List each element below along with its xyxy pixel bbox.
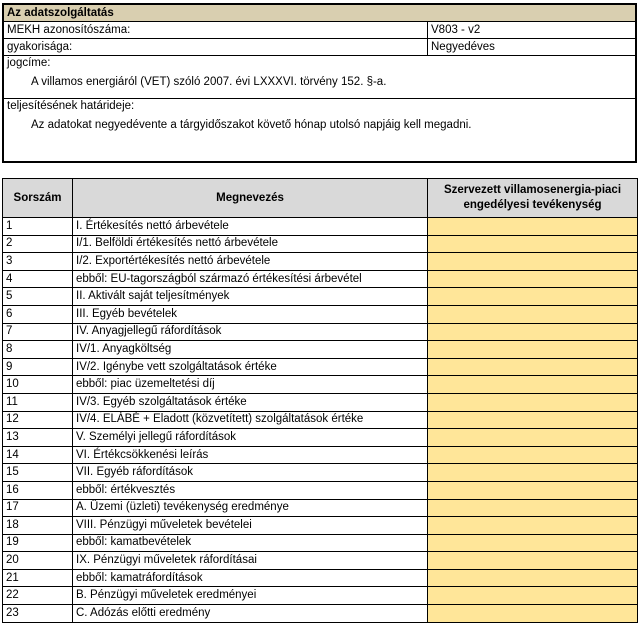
row-label: ebből: kamatbevételek <box>73 534 428 552</box>
value-input-cell[interactable] <box>428 517 638 535</box>
row-number: 1 <box>3 218 73 236</box>
legal-basis-text: A villamos energiáról (VET) szóló 2007. évi LXXXVI. törvény 152. §-a. <box>31 76 387 88</box>
value-input-cell[interactable] <box>428 587 638 605</box>
row-number: 18 <box>3 517 73 535</box>
row-number: 4 <box>3 270 73 288</box>
value-input-cell[interactable] <box>428 464 638 482</box>
row-number: 9 <box>3 358 73 376</box>
row-number: 8 <box>3 341 73 359</box>
table-row <box>3 358 638 376</box>
deadline-text: Az adatokat negyedévente a tárgyidőszakot követő hónap utolsó napjáig kell megadni. <box>31 119 472 131</box>
table-row <box>3 464 638 482</box>
value-input-cell[interactable] <box>428 499 638 517</box>
id-label: MEKH azonosítószáma: <box>4 22 428 38</box>
row-label: VI. Értékcsökkenési leírás <box>73 446 428 464</box>
row-label: ebből: EU-tagországból származó értékesítési árbevétel <box>73 270 428 288</box>
row-label: ebből: értékvesztés <box>73 481 428 499</box>
row-label: A. Üzemi (üzleti) tevékenység eredménye <box>73 499 428 517</box>
table-row <box>3 411 638 429</box>
row-number: 13 <box>3 429 73 447</box>
data-provision-info-box <box>2 3 637 163</box>
table-row <box>3 288 638 306</box>
row-number: 23 <box>3 605 73 623</box>
table-row <box>3 341 638 359</box>
value-input-cell[interactable] <box>428 218 638 236</box>
row-label: ebből: piac üzemeltetési díj <box>73 376 428 394</box>
table-row <box>3 253 638 271</box>
row-number: 5 <box>3 288 73 306</box>
table-row <box>3 569 638 587</box>
row-label: I. Értékesítés nettó árbevétele <box>73 218 428 236</box>
table-row <box>3 552 638 570</box>
table-row <box>3 235 638 253</box>
value-input-cell[interactable] <box>428 305 638 323</box>
row-label: VIII. Pénzügyi műveletek bevételei <box>73 517 428 535</box>
table-row <box>3 429 638 447</box>
legal-basis-label: jogcíme: <box>7 57 51 69</box>
info-row-frequency <box>4 39 635 56</box>
table-row <box>3 446 638 464</box>
table-row <box>3 376 638 394</box>
row-number: 7 <box>3 323 73 341</box>
value-input-cell[interactable] <box>428 569 638 587</box>
row-label: III. Egyéb bevételek <box>73 305 428 323</box>
row-label: B. Pénzügyi műveletek eredményei <box>73 587 428 605</box>
value-input-cell[interactable] <box>428 534 638 552</box>
row-number: 16 <box>3 481 73 499</box>
legal-basis-block <box>4 56 635 99</box>
table-row <box>3 270 638 288</box>
value-input-cell[interactable] <box>428 605 638 623</box>
row-number: 11 <box>3 393 73 411</box>
row-label: C. Adózás előtti eredmény <box>73 605 428 623</box>
frequency-label: gyakorisága: <box>4 39 428 55</box>
value-input-cell[interactable] <box>428 253 638 271</box>
row-number: 19 <box>3 534 73 552</box>
id-value: V803 - v2 <box>431 24 481 36</box>
table-row <box>3 499 638 517</box>
value-input-cell[interactable] <box>428 552 638 570</box>
table-row <box>3 218 638 236</box>
row-label: V. Személyi jellegű ráfordítások <box>73 429 428 447</box>
deadline-block <box>4 99 635 147</box>
value-input-cell[interactable] <box>428 429 638 447</box>
row-number: 15 <box>3 464 73 482</box>
value-input-cell[interactable] <box>428 393 638 411</box>
row-number: 20 <box>3 552 73 570</box>
info-title: Az adatszolgáltatás <box>4 5 635 22</box>
row-number: 21 <box>3 569 73 587</box>
row-label: IV/4. ELÁBÉ + Eladott (közvetített) szolgáltatások értéke <box>73 411 428 429</box>
row-label: IV/3. Egyéb szolgáltatások értéke <box>73 393 428 411</box>
table-row <box>3 393 638 411</box>
row-number: 10 <box>3 376 73 394</box>
row-label: IV/1. Anyagköltség <box>73 341 428 359</box>
table-row <box>3 534 638 552</box>
row-label: IV. Anyagjellegű ráfordítások <box>73 323 428 341</box>
header-activity-value: Szervezett villamosenergia-piaci engedélyesi tevékenység <box>428 179 638 218</box>
frequency-value: Negyedéves <box>431 41 495 53</box>
income-statement-table <box>2 178 638 623</box>
value-input-cell[interactable] <box>428 235 638 253</box>
value-input-cell[interactable] <box>428 411 638 429</box>
row-label: I/2. Exportértékesítés nettó árbevétele <box>73 253 428 271</box>
row-number: 14 <box>3 446 73 464</box>
row-number: 17 <box>3 499 73 517</box>
row-label: IX. Pénzügyi műveletek ráfordításai <box>73 552 428 570</box>
value-input-cell[interactable] <box>428 323 638 341</box>
row-number: 6 <box>3 305 73 323</box>
table-row <box>3 323 638 341</box>
table-header-row <box>3 179 638 218</box>
value-input-cell[interactable] <box>428 446 638 464</box>
table-row <box>3 305 638 323</box>
header-row-number: Sorszám <box>3 179 73 218</box>
table-row <box>3 605 638 623</box>
row-label: IV/2. Igénybe vett szolgáltatások értéke <box>73 358 428 376</box>
value-input-cell[interactable] <box>428 288 638 306</box>
row-number: 12 <box>3 411 73 429</box>
table-row <box>3 517 638 535</box>
value-input-cell[interactable] <box>428 270 638 288</box>
row-label: ebből: kamatráfordítások <box>73 569 428 587</box>
row-number: 2 <box>3 235 73 253</box>
row-label: VII. Egyéb ráfordítások <box>73 464 428 482</box>
row-number: 3 <box>3 253 73 271</box>
row-label: II. Aktivált saját teljesítmények <box>73 288 428 306</box>
value-input-cell[interactable] <box>428 341 638 359</box>
deadline-label: teljesítésének határideje: <box>7 100 135 112</box>
info-row-id <box>4 22 635 39</box>
row-label: I/1. Belföldi értékesítés nettó árbevétele <box>73 235 428 253</box>
table-row <box>3 481 638 499</box>
header-name: Megnevezés <box>73 179 428 218</box>
value-input-cell[interactable] <box>428 376 638 394</box>
value-input-cell[interactable] <box>428 358 638 376</box>
value-input-cell[interactable] <box>428 481 638 499</box>
row-number: 22 <box>3 587 73 605</box>
table-row <box>3 587 638 605</box>
